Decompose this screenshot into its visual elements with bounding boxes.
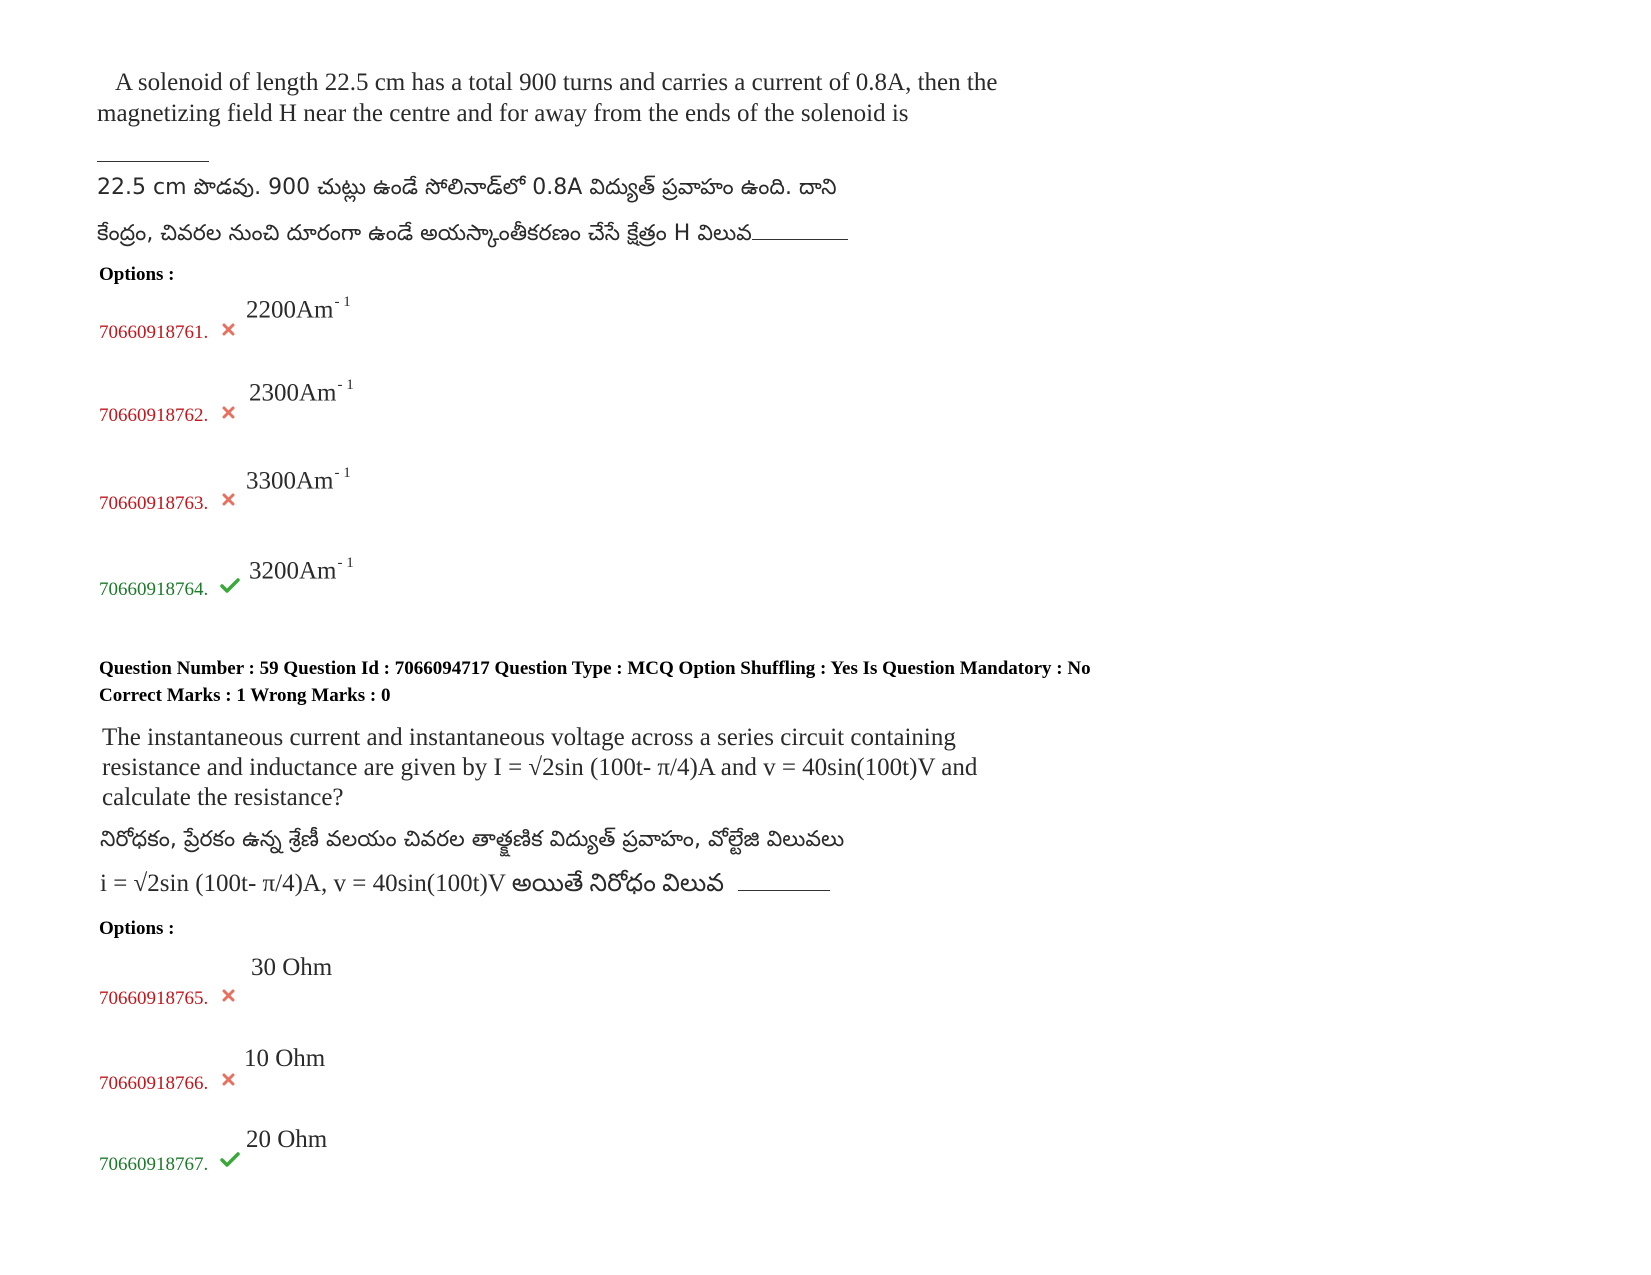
q59-meta-line-2: Correct Marks : 1 Wrong Marks : 0: [99, 685, 391, 706]
option-id: 70660918761.: [99, 322, 209, 343]
q58-options-heading: Options :: [99, 264, 175, 285]
q59-telugu-text: [100, 818, 844, 906]
option-value: 30 Ohm: [251, 954, 333, 981]
q59-english-line-3: calculate the resistance?: [102, 784, 344, 811]
check-icon: [220, 578, 240, 594]
q59-telugu-line-2: i = √2sin (100t- π/4)A, v = 40sin(100t)V అయితే నిరోధం విలువ: [100, 870, 725, 897]
q58-telugu-line-1: 22.5 cm పొడవు. 900 చుట్లు ఉండే సోలినాడ్‌లో 0.8A విద్యుత్ ప్రవాహం ఉంది. దాని: [97, 175, 837, 200]
q59-english-line-2: resistance and inductance are given by I = √2sin (100t- π/4)A and v = 40sin(100t)V and: [102, 754, 978, 781]
cross-icon: [222, 323, 235, 336]
cross-icon: [222, 493, 235, 506]
option-id: 70660918764.: [99, 579, 209, 600]
q59-english-line-1: The instantaneous current and instantaneous voltage across a series circuit containing: [102, 724, 956, 751]
option-value: $3200Am^{- 1}$: [249, 555, 354, 585]
check-icon: [220, 1152, 240, 1168]
cross-icon: [222, 1073, 235, 1086]
option-id: 70660918767.: [99, 1154, 209, 1175]
cross-icon: [222, 406, 235, 419]
option-id: 70660918766.: [99, 1073, 209, 1094]
q58-english-line-2: magnetizing field H near the centre and for away from the ends of the solenoid is: [97, 100, 909, 127]
answer-blank: [738, 868, 830, 891]
cross-icon: [222, 989, 235, 1002]
q59-meta: [99, 655, 1091, 709]
option-value: $3300Am^{- 1}$: [246, 465, 351, 495]
q58-telugu-text: [97, 165, 848, 257]
answer-blank: [752, 217, 848, 240]
q59-telugu-line-1: నిరోధకం, ప్రేరకం ఉన్న శ్రేణీ వలయం చివరల తాత్క్షణిక విద్యుత్ ప్రవాహం, వోల్టేజి విలువలు: [100, 827, 845, 852]
option-id: 70660918765.: [99, 988, 209, 1009]
q58-english-text: [97, 67, 997, 129]
q58-english-line-1: A solenoid of length 22.5 cm has a total 900 turns and carries a current of 0.8A, then the: [115, 69, 998, 96]
option-value: 10 Ohm: [244, 1045, 326, 1072]
option-id: 70660918763.: [99, 493, 209, 514]
option-value: 20 Ohm: [246, 1126, 328, 1153]
option-value: $2300Am^{- 1}$: [249, 377, 354, 407]
option-id: 70660918762.: [99, 405, 209, 426]
q58-blank-line-top: [97, 161, 209, 162]
q59-english-text: [102, 723, 977, 813]
q59-meta-line-1: Question Number : 59 Question Id : 7066094717 Question Type : MCQ Option Shuffling : Yes Is Question Mandatory : No: [99, 658, 1091, 679]
q59-options-heading: Options :: [99, 918, 175, 939]
q58-telugu-line-2: కేంద్రం, చివరల నుంచి దూరంగా ఉండే అయస్కాంతీకరణం చేసే క్షేత్రం H విలువ: [97, 221, 752, 246]
option-value: $2200Am^{- 1}$: [246, 294, 351, 324]
